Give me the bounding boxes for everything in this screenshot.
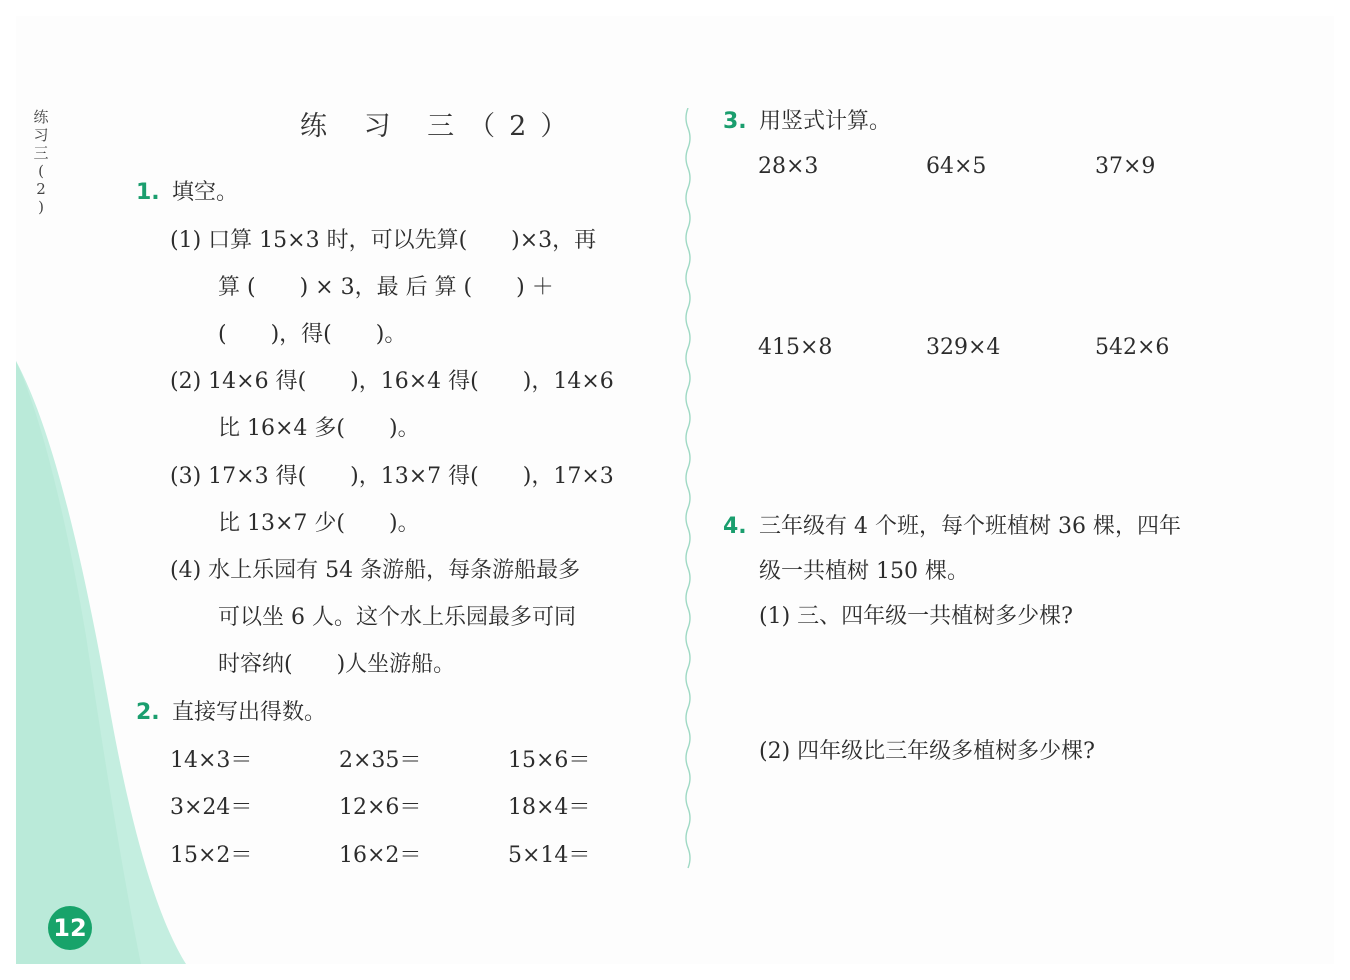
q2-problem: 12×6＝ — [339, 795, 422, 820]
q3-problem: 28×3 — [758, 154, 819, 179]
q1-line: (3) 17×3 得( )，13×7 得( )，17×3 — [170, 464, 614, 489]
q2-problem: 15×6＝ — [508, 748, 591, 773]
q2-problem: 2×35＝ — [339, 748, 422, 773]
q1-line: 比 16×4 多( )。 — [218, 416, 420, 441]
q4-subquestion-1: (1) 三、四年级一共植树多少棵? — [759, 604, 1073, 629]
q2-problem: 5×14＝ — [508, 843, 591, 868]
q1-line: (4) 水上乐园有 54 条游船，每条游船最多 — [170, 558, 581, 583]
q2-problem: 18×4＝ — [508, 795, 591, 820]
q2-problem: 3×24＝ — [170, 795, 253, 820]
q3-problem: 64×5 — [926, 154, 987, 179]
q3-problem: 37×9 — [1095, 154, 1156, 179]
q1-number: 1. — [136, 180, 160, 205]
q1-line: 算 ( ) × 3，最 后 算 ( ) ＋ — [218, 275, 554, 300]
q2-number: 2. — [136, 700, 160, 725]
q1-line: 比 13×7 少( )。 — [218, 511, 420, 536]
q2-problem: 15×2＝ — [170, 843, 253, 868]
side-section-label: 练 习 三 ( 2 ) — [33, 108, 49, 216]
page-number-badge: 12 — [48, 906, 92, 950]
q3-problem: 542×6 — [1095, 335, 1170, 360]
q1-heading: 填空。 — [172, 180, 239, 205]
workbook-page — [16, 16, 1334, 964]
q4-line: 三年级有 4 个班，每个班植树 36 棵，四年 — [759, 514, 1181, 539]
q1-line: 可以坐 6 人。这个水上乐园最多可同 — [218, 605, 576, 630]
q1-line: ( )，得( )。 — [218, 322, 407, 347]
q3-problem: 329×4 — [926, 335, 1001, 360]
q2-problem: 16×2＝ — [339, 843, 422, 868]
q3-problem: 415×8 — [758, 335, 833, 360]
q1-line: (2) 14×6 得( )，16×4 得( )，14×6 — [170, 369, 614, 394]
q4-line: 级一共植树 150 棵。 — [759, 559, 969, 584]
q3-number: 3. — [723, 109, 747, 134]
q1-line: (1) 口算 15×3 时，可以先算( )×3，再 — [170, 228, 597, 253]
column-divider — [682, 108, 694, 878]
page-title: 练 习 三（2） — [300, 111, 582, 142]
q2-problem: 14×3＝ — [170, 748, 253, 773]
q4-number: 4. — [723, 514, 747, 539]
q4-subquestion-2: (2) 四年级比三年级多植树多少棵? — [759, 739, 1095, 764]
q3-heading: 用竖式计算。 — [759, 109, 892, 134]
q1-line: 时容纳( )人坐游船。 — [218, 652, 456, 677]
q2-heading: 直接写出得数。 — [172, 700, 327, 725]
